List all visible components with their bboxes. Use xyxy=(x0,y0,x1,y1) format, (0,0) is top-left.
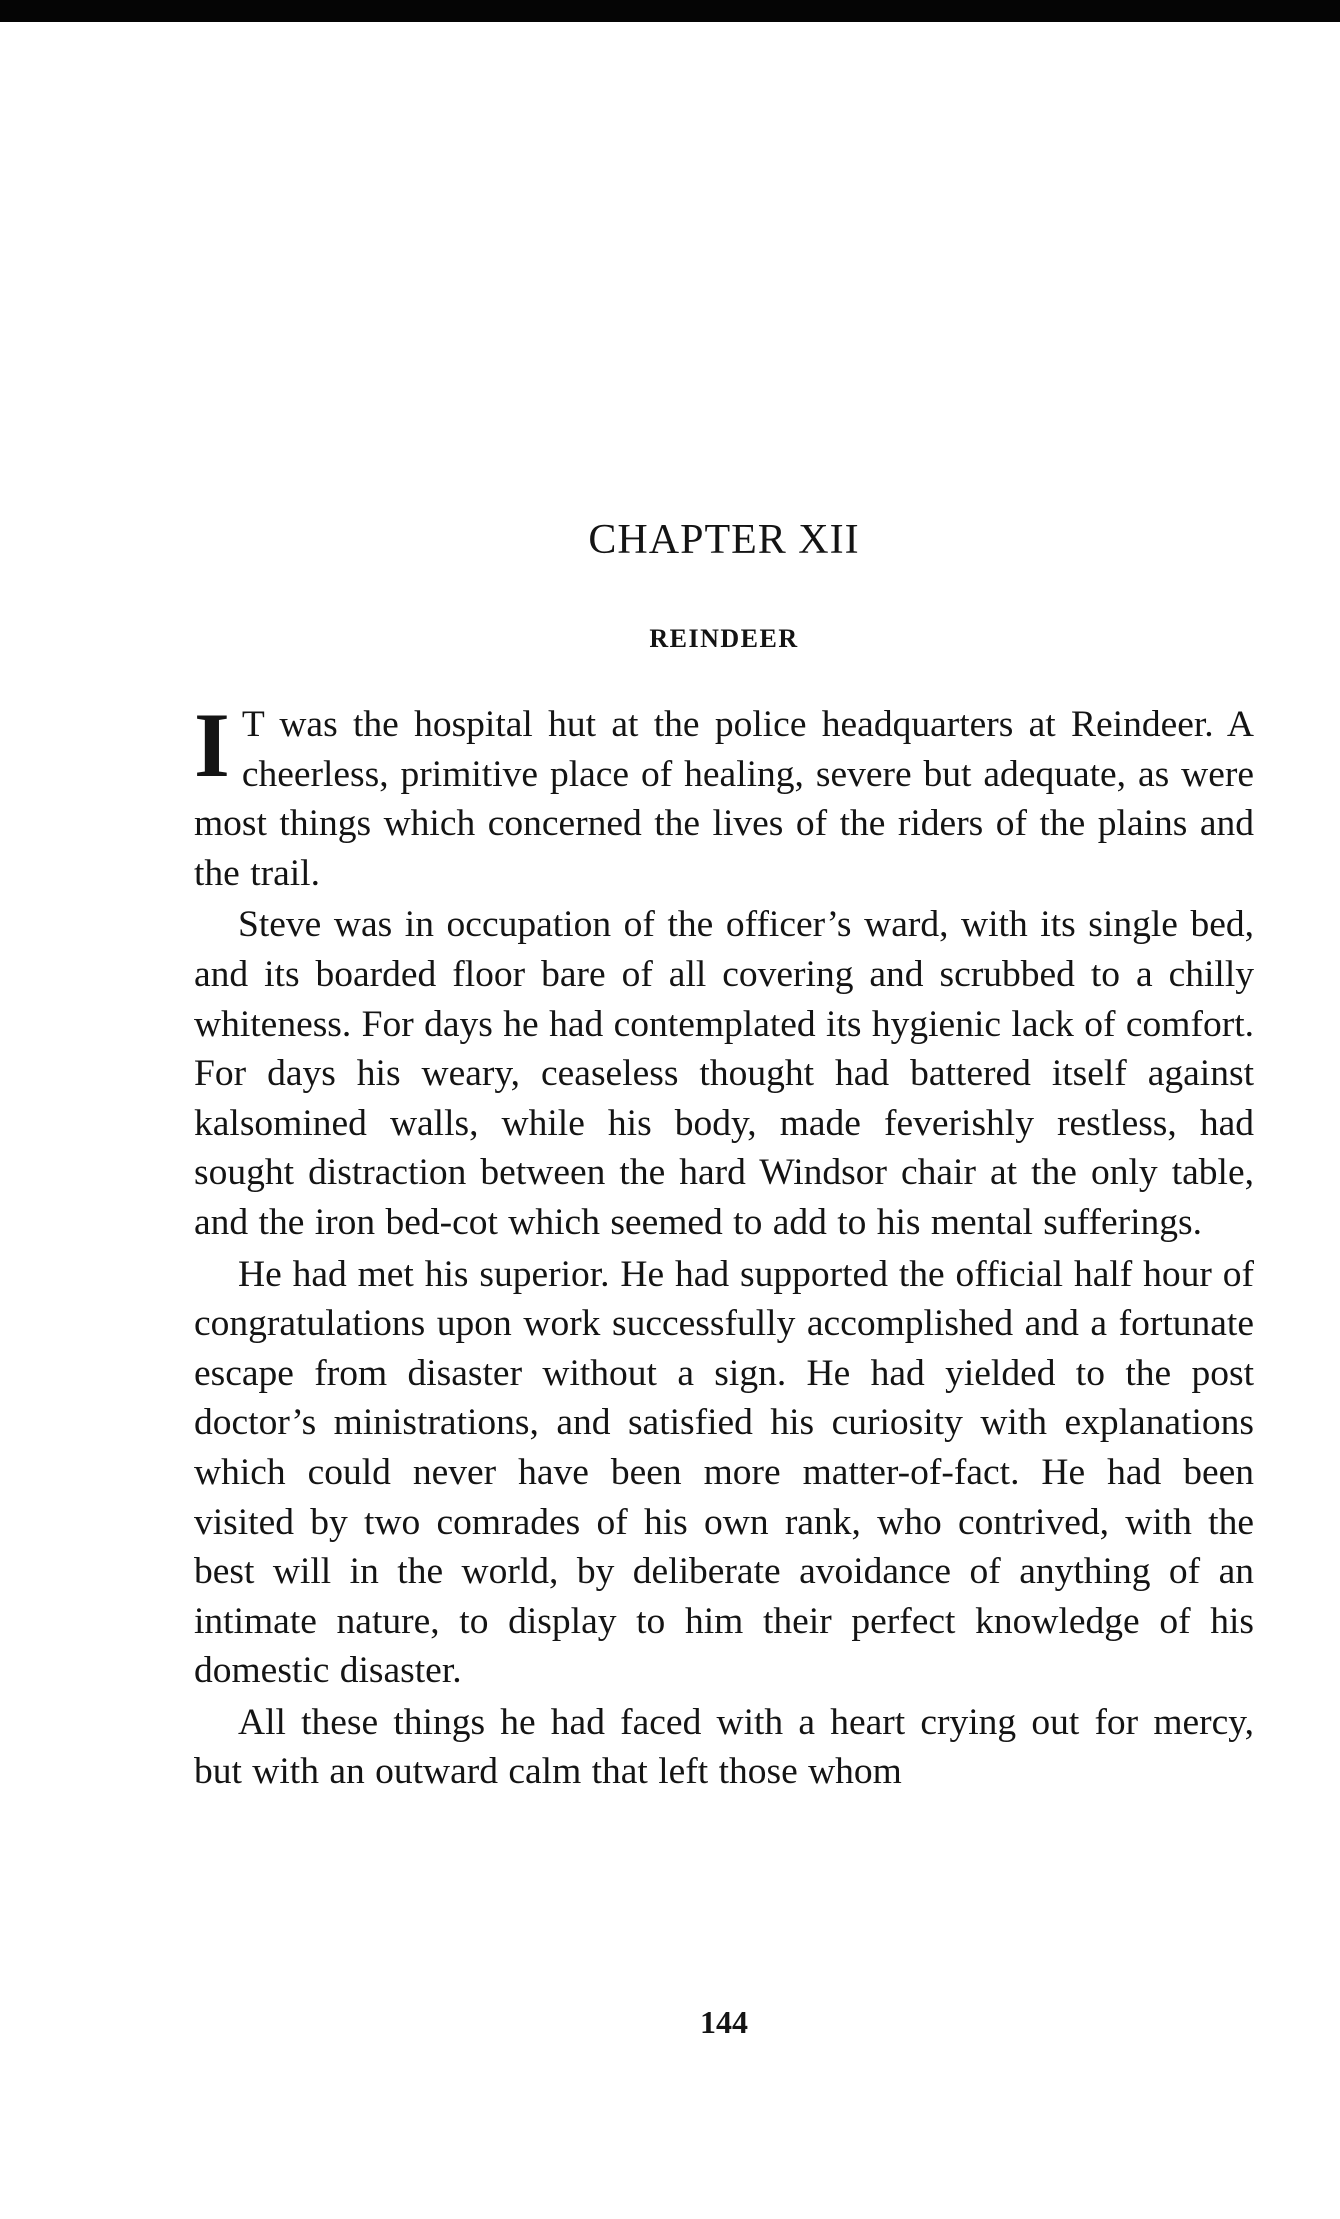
page-number: 144 xyxy=(700,2004,748,2040)
paragraph-1-text: T was the hospital hut at the police headquarters at Reindeer. A cheerless, primitive place of healing, severe but adequate, as were most things which concerned the lives of the riders of the plains and the trail. xyxy=(194,704,1254,894)
paragraph-2: Steve was in occupation of the officer’s ward, with its single bed, and its boarded floor bare of all covering and scrubbed to a chilly whiteness. For days he had contemplated its hygienic lack of comfort. For days his weary, ceaseless thought had battered itself against kalsomined walls, while his body, made feverishly restless, had sought distraction between the hard Windsor chair at the only table, and the iron bed-cot which seemed to add to his mental sufferings. xyxy=(194,904,1254,1243)
chapter-subtitle: REINDEER xyxy=(649,624,799,653)
body-text xyxy=(194,694,1254,1799)
paragraph-3: He had met his superior. He had supported the official half hour of congratulations upon work successfully accomplished and a fortunate escape from disaster without a sign. He had yielded to the post doctor’s ministrations, and satisfied his curiosity with explanations which could never have been more matter-of-fact. He had been visited by two comrades of his own rank, who contrived, with the best will in the world, by deliberate avoidance of anything of an intimate nature, to display to him their perfect knowledge of his domestic disaster. xyxy=(194,1253,1254,1692)
scan-top-border xyxy=(0,0,1340,22)
drop-cap: I xyxy=(194,694,230,796)
paragraph-1 xyxy=(194,694,1254,898)
chapter-title: CHAPTER XII xyxy=(588,517,860,563)
paragraph-4: All these things he had faced with a heart crying out for mercy, but with an outward calm that left those whom xyxy=(194,1701,1254,1793)
